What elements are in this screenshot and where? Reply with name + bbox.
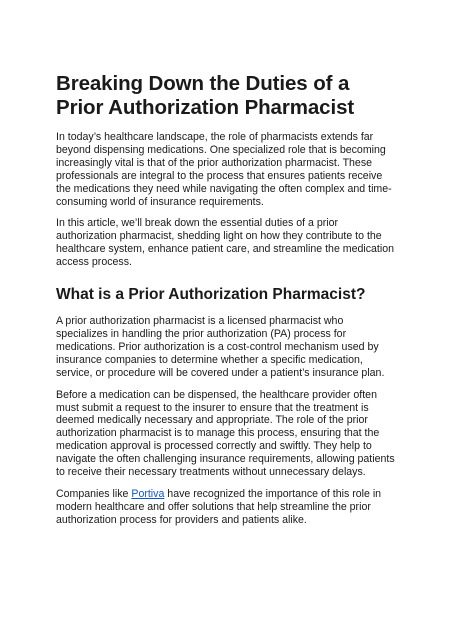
section-heading: What is a Prior Authorization Pharmacist?	[56, 286, 366, 304]
section-paragraph-3	[56, 488, 397, 527]
intro-paragraph-1: In today’s healthcare landscape, the role of pharmacists extends far beyond dispensing medications. One specialized role that is becoming increasingly vital is that of the prior authorization pharmacist. These professionals are integral to the process that ensures patients receive the medications they need while navigating the often complex and time-consuming world of insurance requirements.	[56, 131, 392, 208]
section-paragraph-1: A prior authorization pharmacist is a licensed pharmacist who specializes in handling the prior authorization (PA) process for medications. Prior authorization is a cost-control mechanism used by insurance companies to determine whether a specific medication, service, or procedure will be covered under a patient’s insurance plan.	[56, 315, 385, 379]
portiva-link[interactable]: Portiva	[131, 487, 165, 500]
intro-paragraph-2: In this article, we’ll break down the essential duties of a prior authorization pharmacist, shedding light on how they contribute to the healthcare system, enhance patient care, and streamline the medication access process.	[56, 217, 395, 269]
paragraph-text-after-link: have recognized the importance of this role in modern healthcare and offer solutions that help streamline the prior authorization process for providers and patients alike.	[56, 487, 382, 526]
section-paragraph-2: Before a medication can be dispensed, the healthcare provider often must submit a request to the insurer to ensure that the treatment is deemed medically necessary and appropriate. The role of the prior authorization pharmacist is to manage this process, ensuring that the medication approval is processed correctly and swiftly. They help to navigate the often challenging insurance requirements, allowing patients to receive their necessary treatments without unnecessary delays.	[56, 388, 395, 479]
paragraph-text-before-link: Companies like	[56, 487, 132, 500]
article-title: Breaking Down the Duties of a Prior Authorization Pharmacist	[56, 72, 355, 119]
